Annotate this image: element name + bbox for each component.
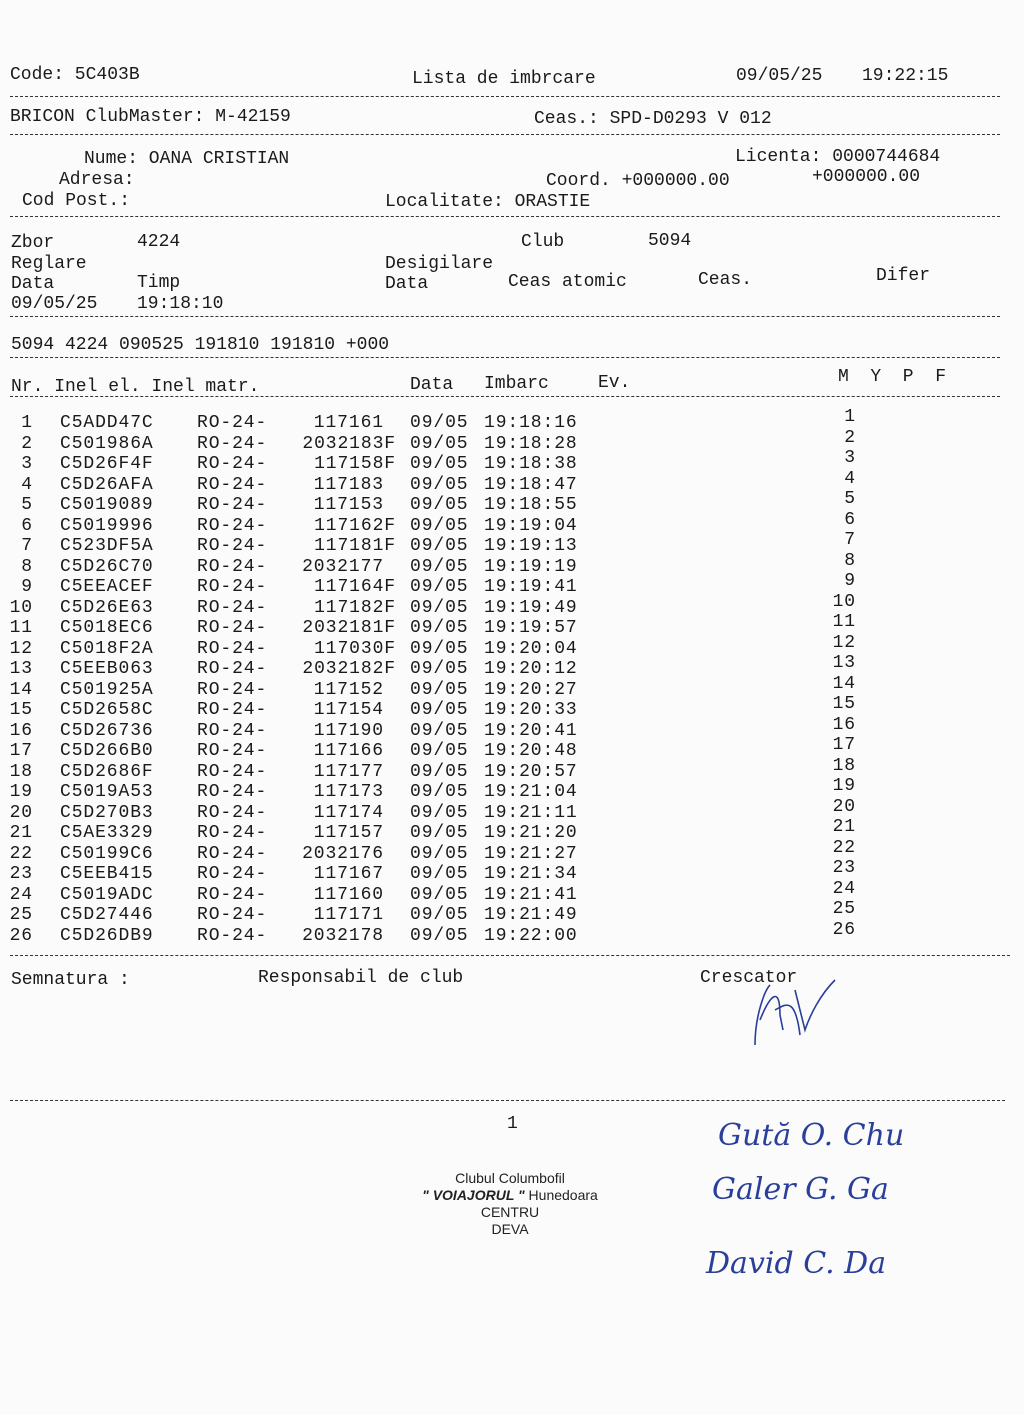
boarding-date: 09/05 — [410, 638, 469, 659]
club-responsible-label: Responsabil de club — [258, 968, 464, 988]
electronic-ring: C5019996 — [60, 515, 154, 536]
row-number: 23 — [9, 864, 33, 884]
boarding-time: 19:22:00 — [484, 925, 578, 946]
handwritten-signature-3: David C. Da — [706, 1246, 887, 1281]
divider — [10, 955, 1010, 956]
position: 2 — [844, 427, 856, 448]
electronic-ring: C5D2658C — [60, 700, 154, 720]
position: 9 — [844, 571, 856, 591]
electronic-ring: C5EEB415 — [60, 864, 154, 884]
electronic-ring: C5018EC6 — [60, 618, 154, 638]
ring-number: 117171 — [313, 905, 384, 925]
boarding-date: 09/05 — [410, 843, 469, 864]
boarding-date: 09/05 — [410, 556, 469, 577]
boarding-time: 19:21:20 — [484, 823, 578, 843]
boarding-date: 09/05 — [410, 700, 469, 720]
ring-number: 117174 — [313, 802, 384, 823]
position: 25 — [832, 899, 856, 919]
ring-prefix: RO-24- — [197, 884, 268, 905]
ring-number: 117190 — [313, 720, 384, 741]
clock-label: Ceas. — [698, 270, 753, 290]
boarding-date: 09/05 — [410, 433, 469, 454]
club-label: Club — [521, 232, 565, 252]
date-label-2: Data — [385, 274, 429, 294]
ring-number: 2032181F — [302, 618, 396, 638]
row-number: 14 — [9, 679, 33, 700]
locality: Localitate: ORASTIE — [385, 192, 591, 212]
ring-prefix: RO-24- — [197, 556, 268, 577]
electronic-ring: C5EEACEF — [60, 577, 154, 597]
boarding-time: 19:19:04 — [484, 515, 578, 536]
row-number: 8 — [21, 556, 33, 577]
electronic-ring: C5D26DB9 — [60, 925, 154, 946]
row-number: 13 — [9, 659, 33, 679]
print-time: 19:22:15 — [862, 66, 949, 86]
boarding-date: 09/05 — [410, 597, 469, 618]
ring-prefix: RO-24- — [197, 474, 268, 495]
clubmaster-id: BRICON ClubMaster: M-42159 — [10, 107, 291, 127]
ring-number: 2032176 — [302, 843, 384, 864]
row-number: 16 — [9, 720, 33, 741]
boarding-time: 19:19:57 — [484, 618, 578, 638]
divider — [10, 96, 1000, 97]
stamp-line: DEVA — [491, 1221, 529, 1237]
unsealing-label: Desigilare — [385, 254, 494, 274]
boarding-time: 19:20:33 — [484, 700, 578, 720]
row-number: 22 — [9, 843, 33, 864]
boarding-date: 09/05 — [410, 823, 469, 843]
electronic-ring: C5D27446 — [60, 905, 154, 925]
row-number: 11 — [9, 618, 33, 638]
boarding-date: 09/05 — [410, 413, 469, 433]
row-number: 20 — [9, 802, 33, 823]
row-number: 15 — [9, 700, 33, 720]
boarding-date: 09/05 — [410, 884, 469, 905]
row-number: 26 — [9, 925, 33, 946]
ring-number: 2032177 — [302, 556, 384, 577]
electronic-ring: C5D270B3 — [60, 802, 154, 823]
electronic-ring: C5019089 — [60, 495, 154, 515]
electronic-ring: C5D2686F — [60, 761, 154, 782]
electronic-ring: C5D266B0 — [60, 741, 154, 761]
ring-number: 117160 — [313, 884, 384, 905]
boarding-date: 09/05 — [410, 679, 469, 700]
ring-number: 117161 — [313, 413, 384, 433]
setting-date: 09/05/25 — [11, 294, 98, 314]
row-number: 7 — [21, 536, 33, 556]
row-number: 12 — [9, 638, 33, 659]
ring-prefix: RO-24- — [197, 577, 268, 597]
row-number: 2 — [21, 433, 33, 454]
row-number: 17 — [9, 741, 33, 761]
ring-number: 117177 — [313, 761, 384, 782]
ring-prefix: RO-24- — [197, 454, 268, 474]
ring-number: 2032183F — [302, 433, 396, 454]
electronic-ring: C5ADD47C — [60, 413, 154, 433]
date-label: Data — [11, 274, 55, 294]
ring-number: 117152 — [313, 679, 384, 700]
ring-prefix: RO-24- — [197, 413, 268, 433]
ring-number: 117154 — [313, 700, 384, 720]
ring-prefix: RO-24- — [197, 638, 268, 659]
breeder-signature — [725, 975, 845, 1055]
boarding-time: 19:19:19 — [484, 556, 578, 577]
position: 13 — [832, 653, 856, 673]
stamp-line: CENTRU — [480, 1204, 540, 1220]
position: 12 — [832, 632, 856, 653]
row-number: 24 — [9, 884, 33, 905]
difference-label: Difer — [876, 266, 931, 286]
boarding-time: 19:20:27 — [484, 679, 578, 700]
row-number: 19 — [9, 782, 33, 802]
stamp-line: Clubul Columbofil — [455, 1170, 565, 1186]
boarding-time: 19:21:11 — [484, 802, 578, 823]
code-label: Code: 5C403B — [10, 65, 140, 85]
row-number: 6 — [21, 515, 33, 536]
ring-number: 2032182F — [302, 659, 396, 679]
electronic-ring: C5019A53 — [60, 782, 154, 802]
boarding-time: 19:20:48 — [484, 741, 578, 761]
position: 21 — [832, 817, 856, 837]
row-number: 18 — [9, 761, 33, 782]
divider — [10, 1100, 1005, 1101]
ring-prefix: RO-24- — [197, 700, 268, 720]
divider — [10, 216, 1000, 217]
boarding-date: 09/05 — [410, 659, 469, 679]
document-title: Lista de imbrcare — [412, 69, 596, 89]
ring-prefix: RO-24- — [197, 905, 268, 925]
club-number: 5094 — [648, 231, 692, 251]
electronic-ring: C5D26E63 — [60, 597, 154, 618]
position: 24 — [832, 878, 856, 899]
position: 8 — [844, 550, 856, 571]
boarding-date: 09/05 — [410, 782, 469, 802]
position: 20 — [832, 796, 856, 817]
ring-prefix: RO-24- — [197, 802, 268, 823]
divider — [10, 134, 1000, 135]
ring-number: 117166 — [313, 741, 384, 761]
boarding-time: 19:19:13 — [484, 536, 578, 556]
electronic-ring: C5D26F4F — [60, 454, 154, 474]
breeder-label: Crescator — [700, 968, 798, 988]
ring-number: 117183 — [313, 474, 384, 495]
row-number: 3 — [21, 454, 33, 474]
boarding-time: 19:20:57 — [484, 761, 578, 782]
ring-number: 117164F — [314, 577, 396, 597]
boarding-date: 09/05 — [410, 905, 469, 925]
electronic-ring: C50199C6 — [60, 843, 154, 864]
boarding-date: 09/05 — [410, 925, 469, 946]
ring-number: 117167 — [313, 864, 384, 884]
row-number: 10 — [9, 597, 33, 618]
ring-number: 117162F — [314, 515, 396, 536]
boarding-time: 19:20:12 — [484, 659, 578, 679]
coordinates-2: +000000.00 — [812, 167, 921, 187]
electronic-ring: C5018F2A — [60, 638, 154, 659]
boarding-date: 09/05 — [410, 618, 469, 638]
handwritten-signature-2: Galer G. Ga — [712, 1172, 889, 1207]
ring-prefix: RO-24- — [197, 597, 268, 618]
ring-prefix: RO-24- — [197, 679, 268, 700]
boarding-date: 09/05 — [410, 515, 469, 536]
row-number: 21 — [9, 823, 33, 843]
ring-prefix: RO-24- — [197, 433, 268, 454]
ring-prefix: RO-24- — [197, 720, 268, 741]
ring-prefix: RO-24- — [197, 782, 268, 802]
position: 22 — [832, 837, 856, 858]
position: 10 — [832, 591, 856, 612]
boarding-time: 19:20:41 — [484, 720, 578, 741]
column-header-ev: Ev. — [598, 373, 631, 393]
table-row — [0, 919, 1000, 947]
ring-prefix: RO-24- — [197, 925, 268, 946]
row-number: 5 — [21, 495, 33, 515]
position: 18 — [832, 755, 856, 776]
ring-number: 117173 — [313, 782, 384, 802]
position: 11 — [832, 612, 856, 632]
boarding-time: 19:21:49 — [484, 905, 578, 925]
electronic-ring: C5019ADC — [60, 884, 154, 905]
stamp-line — [300, 1187, 720, 1204]
ring-prefix: RO-24- — [197, 823, 268, 843]
electronic-ring: C523DF5A — [60, 536, 154, 556]
time-label: Timp — [137, 273, 181, 293]
position: 1 — [844, 407, 856, 427]
row-number: 9 — [21, 577, 33, 597]
electronic-ring: C5D26C70 — [60, 556, 154, 577]
divider — [10, 316, 1000, 317]
ring-number: 117181F — [314, 536, 396, 556]
boarding-date: 09/05 — [410, 474, 469, 495]
setting-time: 19:18:10 — [137, 294, 224, 314]
flight-number: 4224 — [137, 232, 181, 252]
position: 26 — [832, 919, 856, 940]
position: 15 — [832, 694, 856, 714]
flight-label: Zbor — [11, 233, 55, 253]
ring-number: 2032178 — [302, 925, 384, 946]
boarding-date: 09/05 — [410, 536, 469, 556]
boarding-time: 19:21:27 — [484, 843, 578, 864]
ring-number: 117158F — [314, 454, 396, 474]
row-number: 1 — [21, 413, 33, 433]
position: 23 — [832, 858, 856, 878]
electronic-ring: C5D26AFA — [60, 474, 154, 495]
position: 14 — [832, 673, 856, 694]
column-header-mypf: M Y P F — [838, 367, 947, 387]
coordinates: Coord. +000000.00 — [546, 171, 730, 191]
license: Licenta: 0000744684 — [735, 147, 941, 167]
position: 4 — [844, 468, 856, 489]
atomic-clock-label: Ceas atomic — [508, 272, 627, 292]
electronic-ring: C501986A — [60, 433, 154, 454]
position: 5 — [844, 489, 856, 509]
stamp-club-name: " VOIAJORUL " — [422, 1187, 525, 1203]
electronic-ring: C5EEB063 — [60, 659, 154, 679]
position: 7 — [844, 530, 856, 550]
column-header-boarding: Imbarc — [484, 374, 549, 394]
setting-label: Reglare — [11, 254, 87, 274]
divider — [10, 396, 1000, 397]
electronic-ring: C501925A — [60, 679, 154, 700]
position: 3 — [844, 448, 856, 468]
ring-number: 117182F — [314, 597, 396, 618]
address-label: Adresa: — [59, 170, 135, 190]
ring-prefix: RO-24- — [197, 761, 268, 782]
position: 16 — [832, 714, 856, 735]
position: 17 — [832, 735, 856, 755]
ring-prefix: RO-24- — [197, 843, 268, 864]
boarding-time: 19:19:41 — [484, 577, 578, 597]
ring-prefix: RO-24- — [197, 618, 268, 638]
boarding-time: 19:18:55 — [484, 495, 578, 515]
boarding-time: 19:18:38 — [484, 454, 578, 474]
boarding-date: 09/05 — [410, 577, 469, 597]
boarding-time: 19:21:41 — [484, 884, 578, 905]
clock-id: Ceas.: SPD-D0293 V 012 — [534, 109, 772, 129]
boarding-time: 19:21:34 — [484, 864, 578, 884]
summary-code: 5094 4224 090525 191810 191810 +000 — [11, 335, 390, 355]
electronic-ring: C5D26736 — [60, 720, 154, 741]
ring-prefix: RO-24- — [197, 515, 268, 536]
column-header-rings: Nr. Inel el. Inel matr. — [11, 377, 260, 397]
ring-prefix: RO-24- — [197, 659, 268, 679]
row-number: 4 — [21, 474, 33, 495]
postal-code-label: Cod Post.: — [22, 191, 131, 211]
boarding-date: 09/05 — [410, 761, 469, 782]
ring-prefix: RO-24- — [197, 495, 268, 515]
club-stamp — [300, 1170, 720, 1238]
boarding-time: 19:18:47 — [484, 474, 578, 495]
ring-number: 117030F — [314, 638, 396, 659]
owner-name: Nume: OANA CRISTIAN — [84, 149, 290, 169]
position: 19 — [832, 776, 856, 796]
ring-prefix: RO-24- — [197, 741, 268, 761]
stamp-city: Hunedoara — [528, 1187, 598, 1203]
boarding-time: 19:18:16 — [484, 413, 578, 433]
position: 6 — [844, 509, 856, 530]
print-date: 09/05/25 — [736, 66, 823, 86]
page-number: 1 — [507, 1114, 518, 1134]
ring-number: 117153 — [313, 495, 384, 515]
column-header-date: Data — [410, 375, 454, 395]
boarding-date: 09/05 — [410, 454, 469, 474]
boarding-date: 09/05 — [410, 741, 469, 761]
row-number: 25 — [9, 905, 33, 925]
boarding-date: 09/05 — [410, 864, 469, 884]
signature-label: Semnatura : — [11, 970, 130, 990]
boarding-date: 09/05 — [410, 802, 469, 823]
boarding-date: 09/05 — [410, 495, 469, 515]
electronic-ring: C5AE3329 — [60, 823, 154, 843]
ring-prefix: RO-24- — [197, 536, 268, 556]
ring-number: 117157 — [313, 823, 384, 843]
divider — [10, 357, 1000, 358]
boarding-time: 19:21:04 — [484, 782, 578, 802]
boarding-time: 19:18:28 — [484, 433, 578, 454]
handwritten-signature-1: Gută O. Chu — [718, 1118, 905, 1153]
boarding-date: 09/05 — [410, 720, 469, 741]
ring-prefix: RO-24- — [197, 864, 268, 884]
boarding-time: 19:19:49 — [484, 597, 578, 618]
boarding-time: 19:20:04 — [484, 638, 578, 659]
